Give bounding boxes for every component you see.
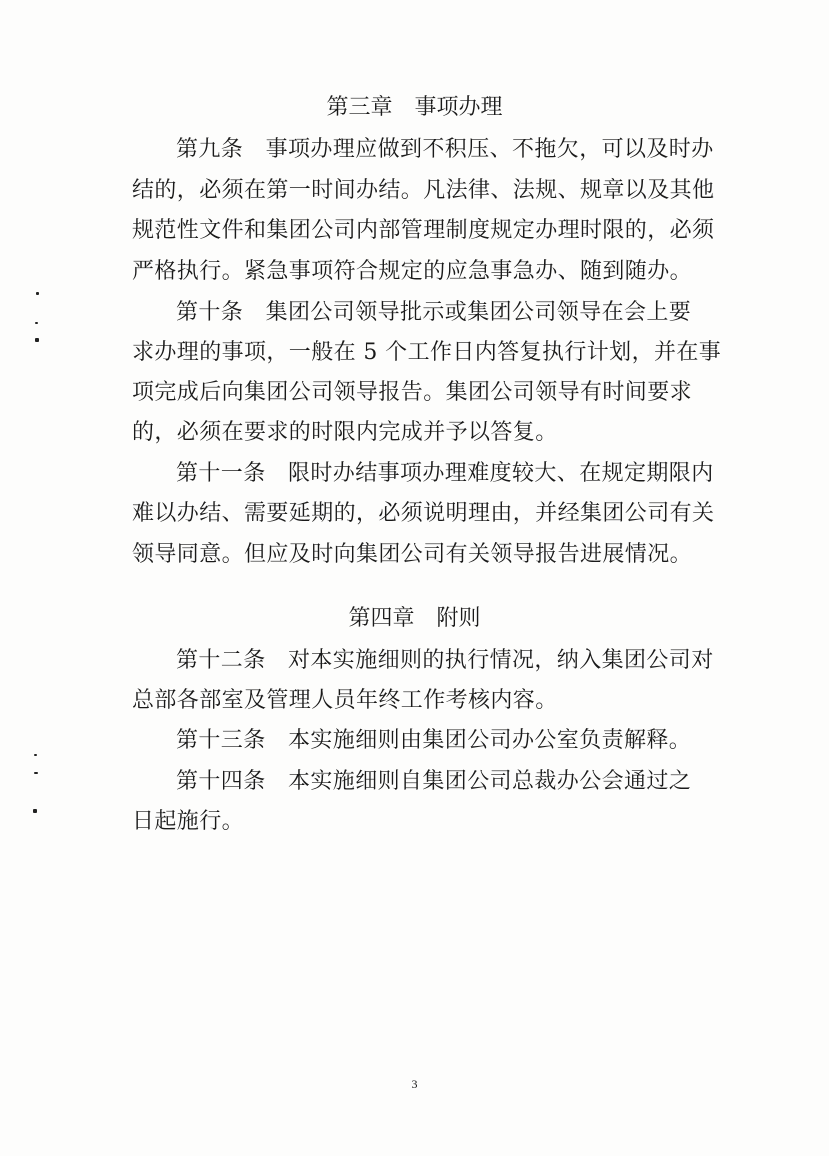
article-10-line: 求办理的事项，一般在 5 个工作日内答复执行计划，并在事 (132, 340, 722, 365)
scan-mark (35, 322, 38, 324)
article-10-line: 第十条 集团公司领导批示或集团公司领导在会上要 (176, 300, 692, 325)
chapter-4-title: 第四章 附则 (348, 606, 481, 631)
article-11-line: 第十一条 限时办结事项办理难度较大、在规定期限内 (176, 461, 714, 486)
article-13-line: 第十三条 本实施细则由集团公司办公室负责解释。 (176, 728, 692, 753)
scan-mark (34, 772, 38, 774)
article-9-line: 严格执行。紧急事项符合规定的应急事急办、随到随办。 (132, 259, 693, 284)
article-10-line: 的，必须在要求的时限内完成并予以答复。 (132, 420, 558, 445)
scan-mark (34, 754, 37, 756)
article-12-line: 第十二条 对本实施细则的执行情况，纳入集团公司对 (176, 648, 714, 673)
article-11-line: 难以办结、需要延期的，必须说明理由，并经集团公司有关 (132, 501, 715, 526)
scan-mark (36, 292, 39, 295)
article-9-line: 第九条 事项办理应做到不积压、不拖欠，可以及时办 (176, 137, 714, 162)
page-number: 3 (411, 1077, 418, 1091)
article-9-line: 结的，必须在第一时间办结。凡法律、法规、规章以及其他 (132, 178, 715, 203)
scan-mark (33, 809, 37, 813)
article-11-line: 领导同意。但应及时向集团公司有关领导报告进展情况。 (132, 542, 693, 567)
article-10-line: 项完成后向集团公司领导报告。集团公司领导有时间要求 (132, 380, 693, 405)
chapter-3-title: 第三章 事项办理 (326, 95, 503, 120)
article-9-line: 规范性文件和集团公司内部管理制度规定办理时限的，必须 (132, 218, 715, 243)
scan-mark (35, 338, 39, 342)
article-14-line: 第十四条 本实施细则自集团公司总裁办公会通过之 (176, 769, 692, 794)
article-14-line: 日起施行。 (132, 809, 245, 834)
article-12-line: 总部各部室及管理人员年终工作考核内容。 (132, 688, 558, 713)
